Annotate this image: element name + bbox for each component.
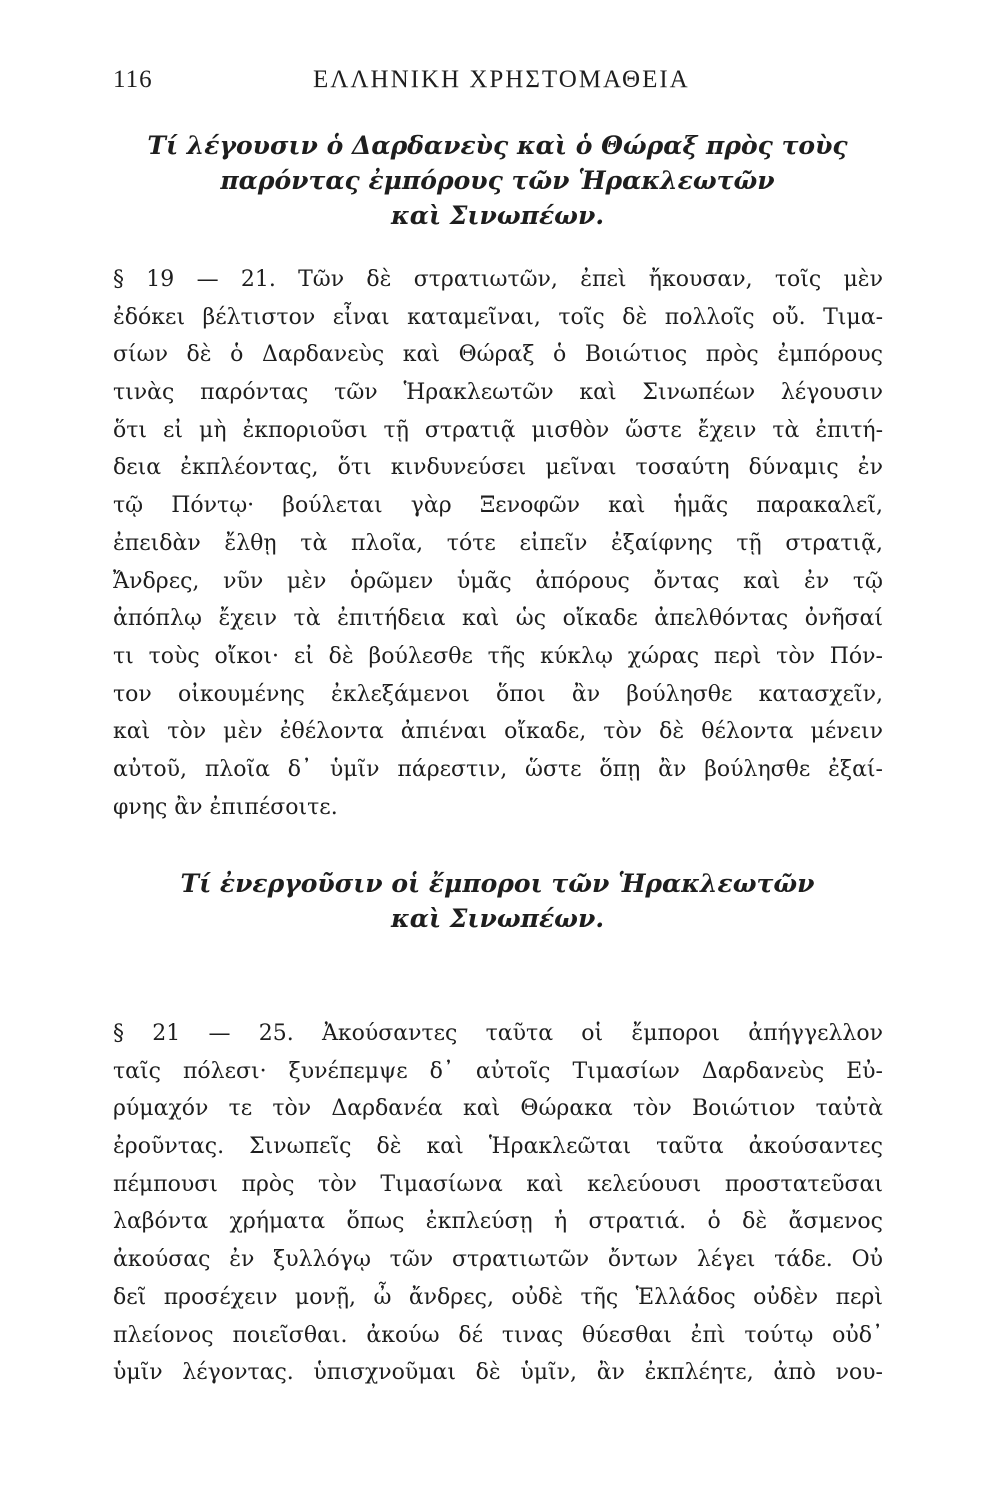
text-line: ἀκούσας ἐν ξυλλόγῳ τῶν στρατιωτῶν ὄντων λέγει τάδε. Οὐ	[113, 1247, 883, 1273]
text-line: § 21 — 25. Ἀκούσαντες ταῦτα οἱ ἔμποροι ἀπήγγελλον	[113, 1021, 883, 1046]
text-line: ἐδόκει βέλτιστον εἶναι καταμεῖναι, τοῖς δὲ πολλοῖς οὔ. Τιμα-	[113, 304, 883, 330]
text-line: πέμπουσι πρὸς τὸν Τιμασίωνα καὶ κελεύουσι προστατεῦσαι	[113, 1171, 883, 1197]
text-line: δεῖ προσέχειν μονῇ, ὦ ἄνδρες, οὐδὲ τῆς Ἑλλάδος οὐδὲν περὶ	[113, 1284, 883, 1310]
heading-line: Τί ἐνεργοῦσιν οἱ ἔμποροι τῶν Ἡρακλεωτῶν	[180, 869, 815, 898]
section-heading-2	[110, 866, 885, 936]
text-line: σίων δὲ ὁ Δαρδανεὺς καὶ Θώραξ ὁ Βοιώτιος πρὸς ἐμπόρους	[113, 342, 883, 368]
text-line: τον οἰκουμένης ἐκλεξάμενοι ὅποι ἂν βούλησθε κατασχεῖν,	[113, 681, 883, 707]
text-line: τινὰς παρόντας τῶν Ἡρακλεωτῶν καὶ Σινωπέων λέγουσιν	[113, 380, 883, 406]
text-line: ὅτι εἰ μὴ ἐκποριοῦσι τῇ στρατιᾷ μισθὸν ὥστε ἔχειν τὰ ἐπιτή-	[113, 417, 883, 443]
heading-line: Τί λέγουσιν ὁ Δαρδανεὺς καὶ ὁ Θώραξ πρὸς τοὺς	[147, 131, 848, 160]
text-line: ἀπόπλῳ ἔχειν τὰ ἐπιτήδεια καὶ ὡς οἴκαδε ἀπελθόντας ὀνῆσαί	[113, 606, 883, 632]
section-heading-1	[110, 128, 885, 233]
heading-line: παρόντας ἐμπόρους τῶν Ἡρακλεωτῶν	[220, 166, 775, 195]
running-title: ΕΛΛΗΝΙΚΗ ΧΡΗΣΤΟΜΑΘΕΙΑ	[313, 66, 690, 93]
text-line: ὑμῖν λέγοντας. ὑπισχνοῦμαι δὲ ὑμῖν, ἂν ἐκπλέητε, ἀπὸ νου-	[113, 1360, 883, 1386]
text-line: ἐροῦντας. Σινωπεῖς δὲ καὶ Ἡρακλεῶται ταῦτα ἀκούσαντες	[113, 1134, 883, 1160]
text-line: ἐπειδὰν ἔλθῃ τὰ πλοῖα, τότε εἰπεῖν ἐξαίφνης τῇ στρατιᾷ,	[113, 530, 883, 556]
heading-line: καὶ Σινωπέων.	[390, 201, 605, 230]
text-line: αὐτοῦ, πλοῖα δ᾽ ὑμῖν πάρεστιν, ὥστε ὅπῃ ἂν βούλησθε ἐξαί-	[113, 756, 883, 782]
text-line: ταῖς πόλεσι· ξυνέπεμψε δ᾽ αὐτοῖς Τιμασίων Δαρδανεὺς Εὐ-	[113, 1058, 883, 1084]
text-line: πλείονος ποιεῖσθαι. ἀκούω δέ τινας θύεσθαι ἐπὶ τούτῳ οὐδ᾽	[113, 1322, 883, 1348]
text-line: τι τοὺς οἴκοι· εἰ δὲ βούλεσθε τῆς κύκλῳ χώρας περὶ τὸν Πόν-	[113, 643, 883, 669]
paragraph-1	[113, 261, 883, 826]
text-line: Ἄνδρες, νῦν μὲν ὁρῶμεν ὑμᾶς ἀπόρους ὄντας καὶ ἐν τῷ	[113, 568, 883, 594]
text-line: ρύμαχόν τε τὸν Δαρδανέα καὶ Θώρακα τὸν Βοιώτιον ταὐτὰ	[113, 1096, 883, 1122]
text-line: λαβόντα χρήματα ὅπως ἐκπλεύσῃ ἡ στρατιά. ὁ δὲ ἄσμενος	[113, 1209, 883, 1235]
text-line: τῷ Πόντῳ· βούλεται γὰρ Ξενοφῶν καὶ ἡμᾶς παρακαλεῖ,	[113, 493, 883, 519]
text-line: δεια ἐκπλέοντας, ὅτι κινδυνεύσει μεῖναι τοσαύτη δύναμις ἐν	[113, 455, 883, 481]
paragraph-2	[113, 1015, 883, 1392]
text-line: καὶ τὸν μὲν ἐθέλοντα ἀπιέναι οἴκαδε, τὸν δὲ θέλοντα μένειν	[113, 719, 883, 745]
running-head	[113, 66, 883, 100]
page-number: 116	[113, 66, 153, 93]
heading-line: καὶ Σινωπέων.	[390, 904, 605, 933]
text-line: φνης ἂν ἐπιπέσοιτε.	[113, 794, 338, 820]
text-line: § 19 — 21. Τῶν δὲ στρατιωτῶν, ἐπεὶ ἤκουσαν, τοῖς μὲν	[113, 267, 883, 292]
